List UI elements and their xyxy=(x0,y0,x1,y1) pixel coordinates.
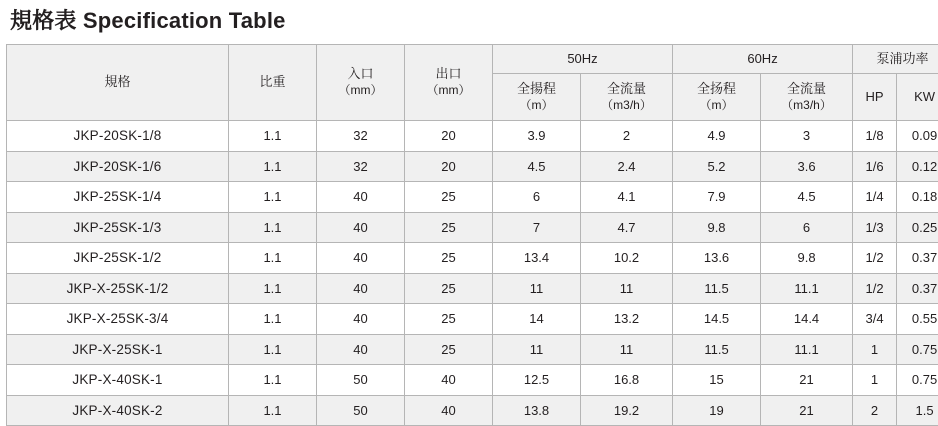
cell-flow-50hz: 4.7 xyxy=(581,212,673,243)
cell-hp: 1/6 xyxy=(853,151,897,182)
table-row xyxy=(7,212,938,243)
table-head xyxy=(7,45,938,121)
cell-kw: 0.09 xyxy=(897,121,938,152)
cell-inlet: 32 xyxy=(317,151,405,182)
group-header-pump-power: 泵浦功率 xyxy=(853,45,938,74)
cell-model: JKP-25SK-1/3 xyxy=(7,212,229,243)
cell-inlet: 50 xyxy=(317,365,405,396)
cell-head-60hz: 19 xyxy=(673,395,761,426)
column-header-specific-gravity-label: 比重 xyxy=(259,74,286,90)
cell-head-50hz: 11 xyxy=(493,273,581,304)
cell-kw: 0.18 xyxy=(897,182,938,213)
cell-outlet: 25 xyxy=(405,212,493,243)
cell-model: JKP-X-40SK-2 xyxy=(7,395,229,426)
cell-head-50hz: 13.8 xyxy=(493,395,581,426)
cell-flow-50hz: 11 xyxy=(581,273,673,304)
table-row xyxy=(7,365,938,396)
cell-outlet: 40 xyxy=(405,395,493,426)
cell-specific-gravity: 1.1 xyxy=(229,212,317,243)
cell-head-50hz: 12.5 xyxy=(493,365,581,396)
cell-head-60hz: 5.2 xyxy=(673,151,761,182)
column-header-head-60hz-unit: （m） xyxy=(699,97,734,112)
cell-outlet: 25 xyxy=(405,243,493,274)
cell-flow-60hz: 3 xyxy=(761,121,853,152)
cell-head-60hz: 4.9 xyxy=(673,121,761,152)
cell-inlet: 40 xyxy=(317,273,405,304)
column-header-head-50hz-label: 全揚程 xyxy=(516,80,556,96)
group-header-60hz: 60Hz xyxy=(673,45,853,74)
cell-flow-60hz: 21 xyxy=(761,395,853,426)
cell-outlet: 20 xyxy=(405,121,493,152)
cell-specific-gravity: 1.1 xyxy=(229,243,317,274)
cell-hp: 1/4 xyxy=(853,182,897,213)
cell-flow-50hz: 19.2 xyxy=(581,395,673,426)
group-header-row xyxy=(7,45,938,74)
cell-flow-50hz: 11 xyxy=(581,334,673,365)
cell-flow-50hz: 16.8 xyxy=(581,365,673,396)
cell-head-50hz: 11 xyxy=(493,334,581,365)
cell-inlet: 40 xyxy=(317,182,405,213)
cell-specific-gravity: 1.1 xyxy=(229,395,317,426)
cell-kw: 0.12 xyxy=(897,151,938,182)
cell-outlet: 40 xyxy=(405,365,493,396)
cell-inlet: 40 xyxy=(317,304,405,335)
column-header-head-50hz xyxy=(493,74,581,121)
group-header-50hz: 50Hz xyxy=(493,45,673,74)
cell-hp: 2 xyxy=(853,395,897,426)
cell-kw: 0.75 xyxy=(897,365,938,396)
cell-flow-50hz: 10.2 xyxy=(581,243,673,274)
cell-model: JKP-X-40SK-1 xyxy=(7,365,229,396)
cell-head-60hz: 9.8 xyxy=(673,212,761,243)
cell-flow-50hz: 2.4 xyxy=(581,151,673,182)
cell-head-50hz: 4.5 xyxy=(493,151,581,182)
column-header-flow-60hz-unit: （m3/h） xyxy=(781,97,832,112)
column-header-flow-50hz-unit: （m3/h） xyxy=(601,97,652,112)
cell-hp: 1/3 xyxy=(853,212,897,243)
cell-head-50hz: 7 xyxy=(493,212,581,243)
table-row xyxy=(7,304,938,335)
cell-flow-60hz: 11.1 xyxy=(761,334,853,365)
cell-model: JKP-X-25SK-1/2 xyxy=(7,273,229,304)
column-header-kw: KW xyxy=(897,74,938,121)
cell-flow-60hz: 3.6 xyxy=(761,151,853,182)
cell-kw: 0.75 xyxy=(897,334,938,365)
cell-specific-gravity: 1.1 xyxy=(229,151,317,182)
cell-head-60hz: 7.9 xyxy=(673,182,761,213)
cell-head-50hz: 14 xyxy=(493,304,581,335)
cell-inlet: 40 xyxy=(317,243,405,274)
cell-outlet: 25 xyxy=(405,334,493,365)
cell-hp: 1 xyxy=(853,334,897,365)
table-row xyxy=(7,243,938,274)
cell-model: JKP-25SK-1/2 xyxy=(7,243,229,274)
cell-specific-gravity: 1.1 xyxy=(229,334,317,365)
cell-flow-60hz: 4.5 xyxy=(761,182,853,213)
cell-kw: 0.55 xyxy=(897,304,938,335)
cell-flow-60hz: 14.4 xyxy=(761,304,853,335)
cell-inlet: 32 xyxy=(317,121,405,152)
column-header-model xyxy=(7,45,229,121)
column-header-outlet-label: 出口 xyxy=(435,66,462,82)
cell-inlet: 50 xyxy=(317,395,405,426)
cell-flow-50hz: 2 xyxy=(581,121,673,152)
cell-model: JKP-25SK-1/4 xyxy=(7,182,229,213)
column-header-model-label: 規格 xyxy=(104,74,131,90)
cell-inlet: 40 xyxy=(317,334,405,365)
cell-model: JKP-20SK-1/8 xyxy=(7,121,229,152)
table-row xyxy=(7,273,938,304)
column-header-outlet xyxy=(405,45,493,121)
column-header-flow-60hz-label: 全流量 xyxy=(787,80,827,96)
table-row xyxy=(7,395,938,426)
cell-outlet: 25 xyxy=(405,304,493,335)
column-header-head-60hz xyxy=(673,74,761,121)
cell-hp: 3/4 xyxy=(853,304,897,335)
cell-kw: 1.5 xyxy=(897,395,938,426)
cell-hp: 1/2 xyxy=(853,243,897,274)
cell-flow-60hz: 6 xyxy=(761,212,853,243)
cell-outlet: 25 xyxy=(405,182,493,213)
cell-hp: 1/2 xyxy=(853,273,897,304)
cell-head-60hz: 15 xyxy=(673,365,761,396)
column-header-outlet-unit: （mm） xyxy=(426,83,471,98)
table-row xyxy=(7,182,938,213)
cell-head-60hz: 11.5 xyxy=(673,334,761,365)
column-header-inlet-label: 入口 xyxy=(347,66,374,82)
column-header-flow-60hz xyxy=(761,74,853,121)
cell-model: JKP-X-25SK-3/4 xyxy=(7,304,229,335)
cell-specific-gravity: 1.1 xyxy=(229,304,317,335)
cell-flow-60hz: 9.8 xyxy=(761,243,853,274)
table-row xyxy=(7,334,938,365)
cell-model: JKP-X-25SK-1 xyxy=(7,334,229,365)
cell-specific-gravity: 1.1 xyxy=(229,121,317,152)
cell-head-60hz: 14.5 xyxy=(673,304,761,335)
cell-flow-50hz: 13.2 xyxy=(581,304,673,335)
cell-kw: 0.37 xyxy=(897,273,938,304)
column-header-specific-gravity xyxy=(229,45,317,121)
column-header-head-60hz-label: 全扬程 xyxy=(697,80,737,96)
cell-flow-60hz: 21 xyxy=(761,365,853,396)
cell-head-50hz: 3.9 xyxy=(493,121,581,152)
column-header-flow-50hz xyxy=(581,74,673,121)
cell-head-50hz: 13.4 xyxy=(493,243,581,274)
cell-hp: 1/8 xyxy=(853,121,897,152)
table-row xyxy=(7,121,938,152)
cell-flow-60hz: 11.1 xyxy=(761,273,853,304)
cell-head-50hz: 6 xyxy=(493,182,581,213)
cell-outlet: 25 xyxy=(405,273,493,304)
cell-head-60hz: 13.6 xyxy=(673,243,761,274)
specification-table xyxy=(6,44,938,426)
cell-specific-gravity: 1.1 xyxy=(229,273,317,304)
cell-specific-gravity: 1.1 xyxy=(229,182,317,213)
cell-head-60hz: 11.5 xyxy=(673,273,761,304)
cell-specific-gravity: 1.1 xyxy=(229,365,317,396)
cell-model: JKP-20SK-1/6 xyxy=(7,151,229,182)
column-header-head-50hz-unit: （m） xyxy=(519,97,554,112)
page-title: 規格表 Specification Table xyxy=(10,8,286,33)
column-header-flow-50hz-label: 全流量 xyxy=(607,80,647,96)
cell-inlet: 40 xyxy=(317,212,405,243)
cell-outlet: 20 xyxy=(405,151,493,182)
cell-kw: 0.37 xyxy=(897,243,938,274)
cell-hp: 1 xyxy=(853,365,897,396)
table-row xyxy=(7,151,938,182)
table-body xyxy=(7,121,938,426)
cell-flow-50hz: 4.1 xyxy=(581,182,673,213)
column-header-hp: HP xyxy=(853,74,897,121)
cell-kw: 0.25 xyxy=(897,212,938,243)
column-header-inlet-unit: （mm） xyxy=(338,83,383,98)
column-header-inlet xyxy=(317,45,405,121)
